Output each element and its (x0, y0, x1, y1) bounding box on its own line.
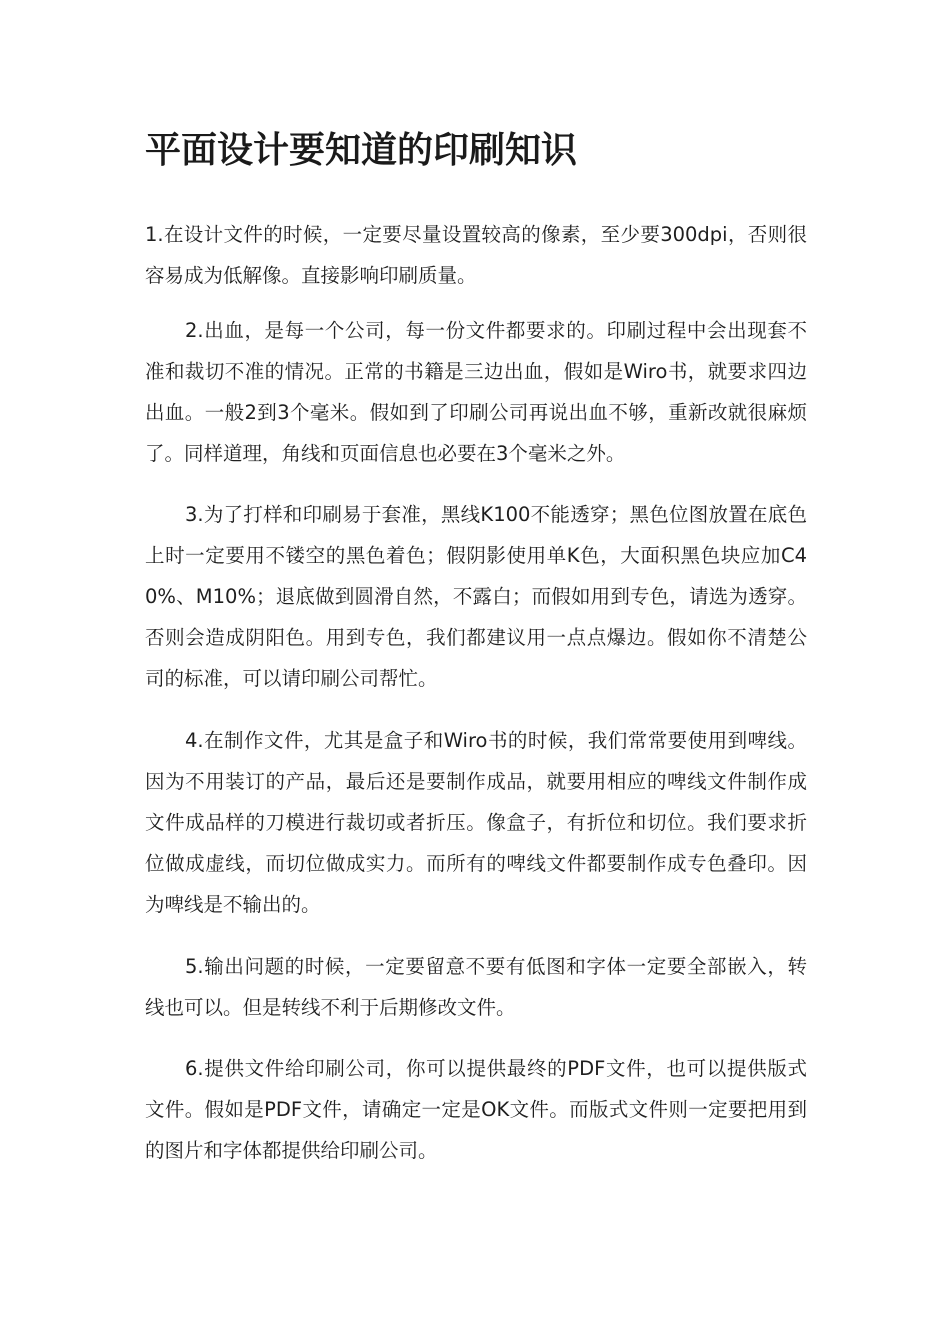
paragraph-1: 1.在设计文件的时候，一定要尽量设置较高的像素，至少要300dpi，否则很容易成为低解像。直接影响印刷质量。 (145, 223, 807, 287)
paragraph-3: 3.为了打样和印刷易于套准，黑线K100不能透穿；黑色位图放置在底色上时一定要用不镂空的黑色着色；假阴影使用单K色，大面积黑色块应加C40%、M10%；退底做到圆滑自然，不露白；而假如用到专色，请选为透穿。否则会造成阴阳色。用到专色，我们都建议用一点点爆边。假如你不清楚公司的标准，可以请印刷公司帮忙。 (145, 503, 807, 690)
paragraph-4: 4.在制作文件，尤其是盒子和Wiro书的时候，我们常常要使用到啤线。因为不用装订的产品，最后还是要制作成品，就要用相应的啤线文件制作成文件成品样的刀模进行裁切或者折压。像盒子，有折位和切位。我们要求折位做成虚线，而切位做成实力。而所有的啤线文件都要制作成专色叠印。因为啤线是不输出的。 (145, 729, 807, 916)
page-title: 平面设计要知道的印刷知识 (145, 130, 578, 171)
paragraph-2: 2.出血，是每一个公司，每一份文件都要求的。印刷过程中会出现套不准和裁切不准的情况。正常的书籍是三边出血，假如是Wiro书，就要求四边出血。一般2到3个毫米。假如到了印刷公司再说出血不够，重新改就很麻烦了。同样道理，角线和页面信息也必要在3个毫米之外。 (145, 319, 807, 465)
paragraph-6: 6.提供文件给印刷公司，你可以提供最终的PDF文件，也可以提供版式文件。假如是PDF文件，请确定一定是OK文件。而版式文件则一定要把用到的图片和字体都提供给印刷公司。 (145, 1057, 807, 1162)
paragraph-5: 5.输出问题的时候，一定要留意不要有低图和字体一定要全部嵌入，转线也可以。但是转线不利于后期修改文件。 (145, 955, 807, 1019)
